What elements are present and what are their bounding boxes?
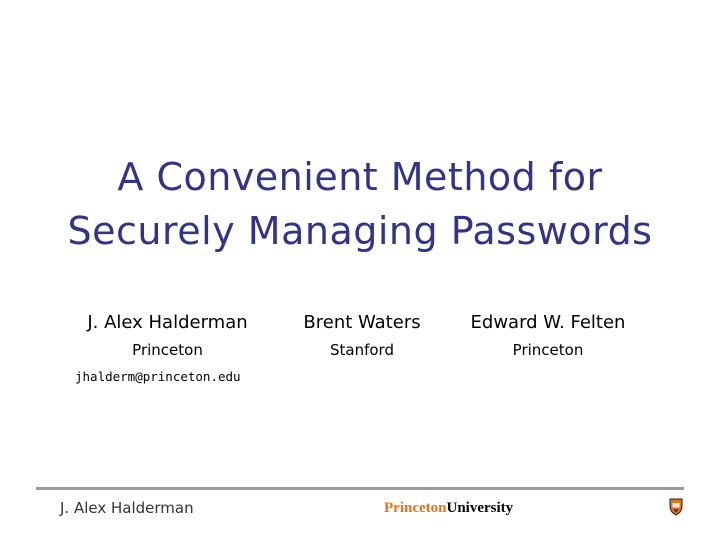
author-affiliation: Princeton — [512, 341, 584, 359]
slide-title — [0, 150, 720, 258]
author-block-halderman — [55, 310, 280, 362]
logo-word-university: University — [446, 500, 514, 516]
author-affiliation: Stanford — [330, 341, 394, 359]
footer-divider — [36, 487, 684, 490]
footer-presenter-name: J. Alex Halderman — [60, 499, 194, 517]
title-line-1: A Convenient Method for — [117, 155, 603, 199]
logo-word-princeton: Princeton — [384, 500, 447, 516]
contact-email: jhalderm@princeton.edu — [75, 369, 241, 384]
author-block-waters — [262, 310, 462, 362]
princeton-shield-icon — [669, 498, 683, 516]
author-name: Edward W. Felten — [470, 312, 626, 333]
author-affiliation: Princeton — [132, 341, 203, 359]
author-name: Brent Waters — [303, 312, 421, 333]
author-name: J. Alex Halderman — [87, 312, 248, 333]
author-block-felten — [438, 310, 658, 362]
princeton-university-logo — [384, 499, 513, 517]
title-line-2: Securely Managing Passwords — [67, 209, 653, 253]
